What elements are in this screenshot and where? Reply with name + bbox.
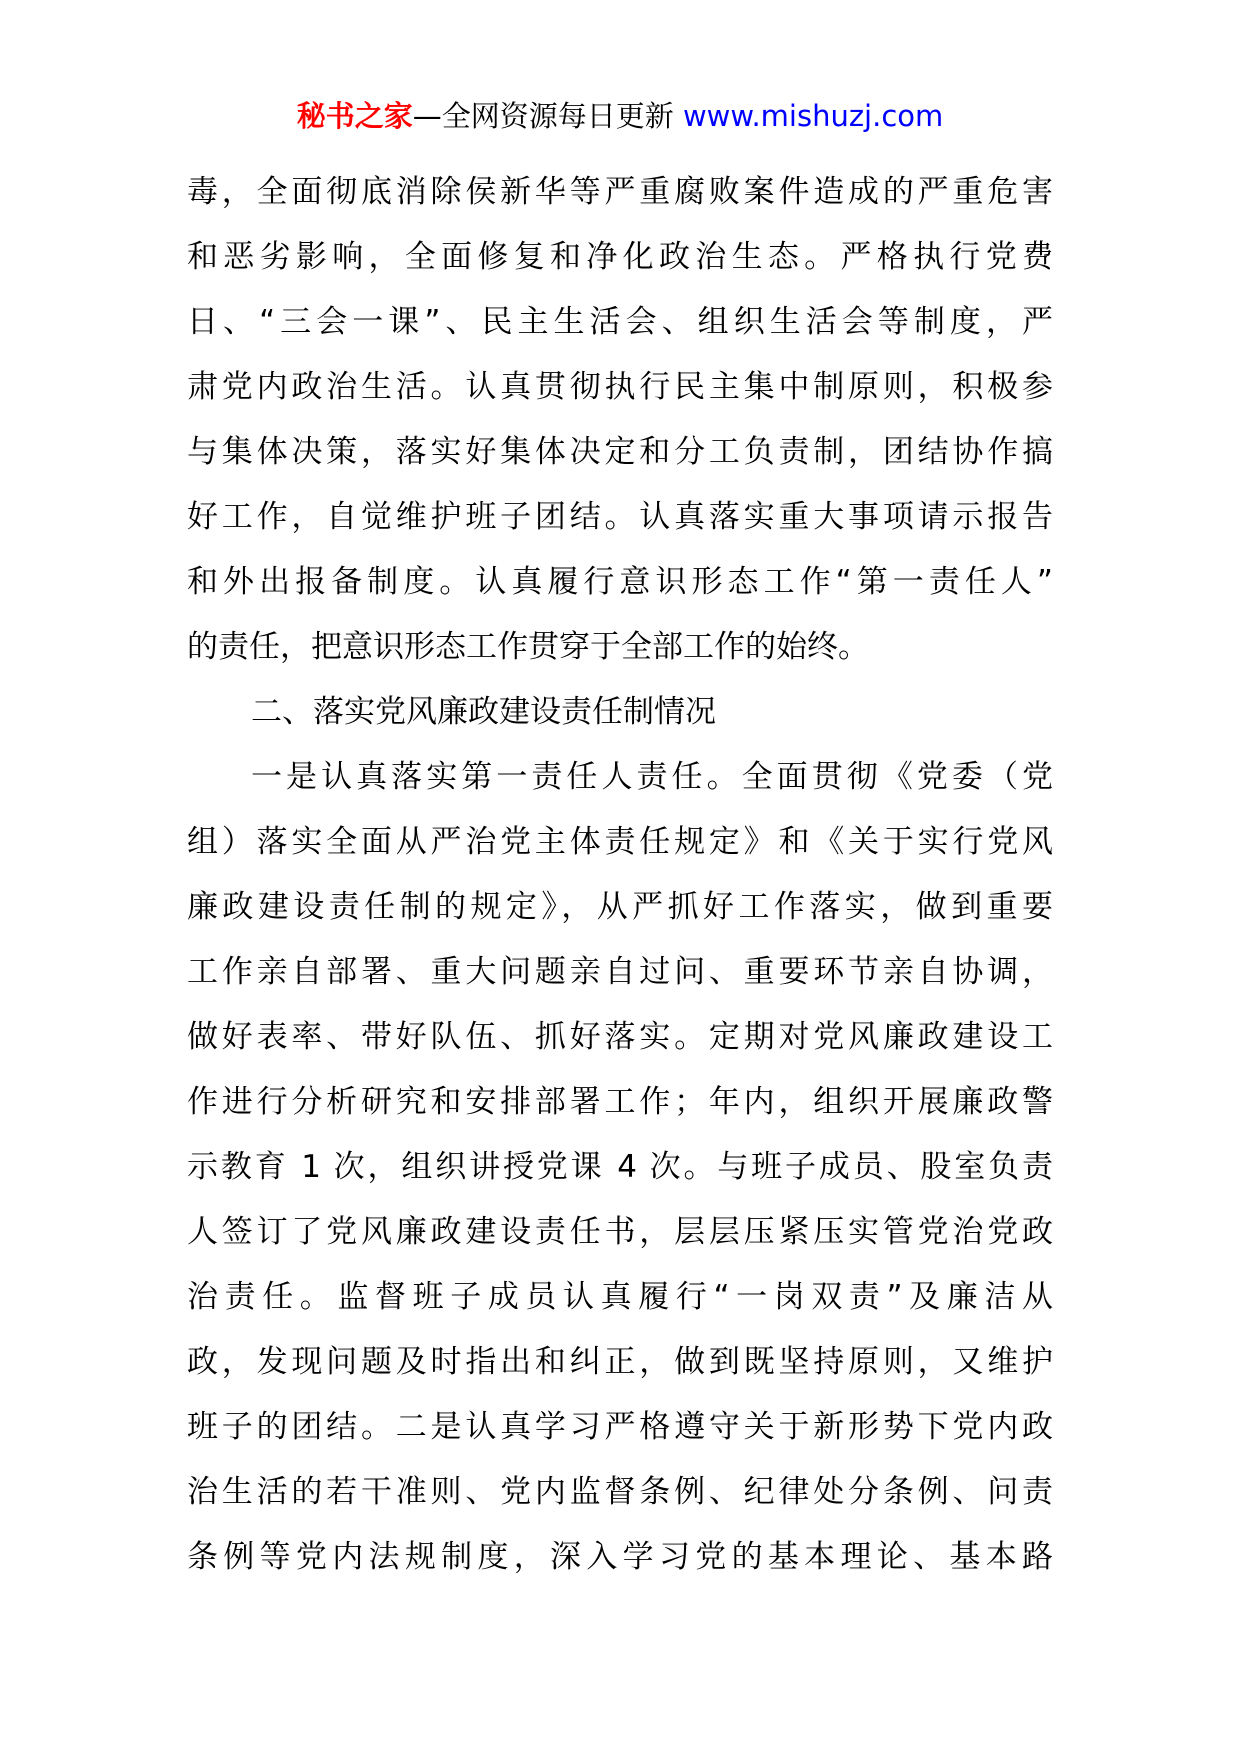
section-heading: 二、落实党风廉政建设责任制情况 [251, 694, 716, 730]
text-line: 班子的团结。二是认真学习严格遵守关于新形势下党内政 [187, 1409, 1053, 1445]
text-line: 和恶劣影响，全面修复和净化政治生态。严格执行党费 [187, 239, 1053, 275]
text-line: 工作亲自部署、重大问题亲自过问、重要环节亲自协调， [187, 954, 1053, 990]
text-line: 治生活的若干准则、党内监督条例、纪律处分条例、问责 [187, 1474, 1053, 1510]
text-line: 与集体决策，落实好集体决定和分工负责制，团结协作搞 [187, 434, 1053, 470]
text-line: 廉政建设责任制的规定》，从严抓好工作落实，做到重要 [187, 889, 1053, 925]
text-line: 肃党内政治生活。认真贯彻执行民主集中制原则，积极参 [187, 369, 1053, 405]
header-tagline: —全网资源每日更新 [412, 99, 683, 133]
text-line: 政，发现问题及时指出和纠正，做到既坚持原则，又维护 [187, 1344, 1053, 1380]
text-line: 的责任，把意识形态工作贯穿于全部工作的始终。 [187, 629, 869, 665]
text-line: 示教育 1 次，组织讲授党课 4 次。与班子成员、股室负责 [187, 1149, 1053, 1185]
text-line: 做好表率、带好队伍、抓好落实。定期对党风廉政建设工 [187, 1019, 1053, 1055]
document-body [187, 160, 1053, 1590]
brand-name: 秘书之家 [296, 99, 413, 133]
text-line: 日、“三会一课”、民主生活会、组织生活会等制度，严 [187, 304, 1053, 340]
text-line: 条例等党内法规制度，深入学习党的基本理论、基本路 [187, 1539, 1053, 1575]
text-line: 治责任。监督班子成员认真履行“一岗双责”及廉洁从 [187, 1279, 1053, 1315]
text-line: 和外出报备制度。认真履行意识形态工作“第一责任人” [187, 564, 1053, 600]
text-line: 作进行分析研究和安排部署工作；年内，组织开展廉政警 [187, 1084, 1053, 1120]
text-line: 组）落实全面从严治党主体责任规定》和《关于实行党风 [187, 824, 1053, 860]
site-header [0, 96, 1240, 136]
text-line: 人签订了党风廉政建设责任书，层层压紧压实管党治党政 [187, 1214, 1053, 1250]
paragraph-first-line: 一是认真落实第一责任人责任。全面贯彻《党委（党 [251, 759, 1053, 795]
text-line: 毒，全面彻底消除侯新华等严重腐败案件造成的严重危害 [187, 174, 1053, 210]
website-link[interactable]: www.mishuzj.com [682, 99, 944, 133]
text-line: 好工作，自觉维护班子团结。认真落实重大事项请示报告 [187, 499, 1053, 535]
